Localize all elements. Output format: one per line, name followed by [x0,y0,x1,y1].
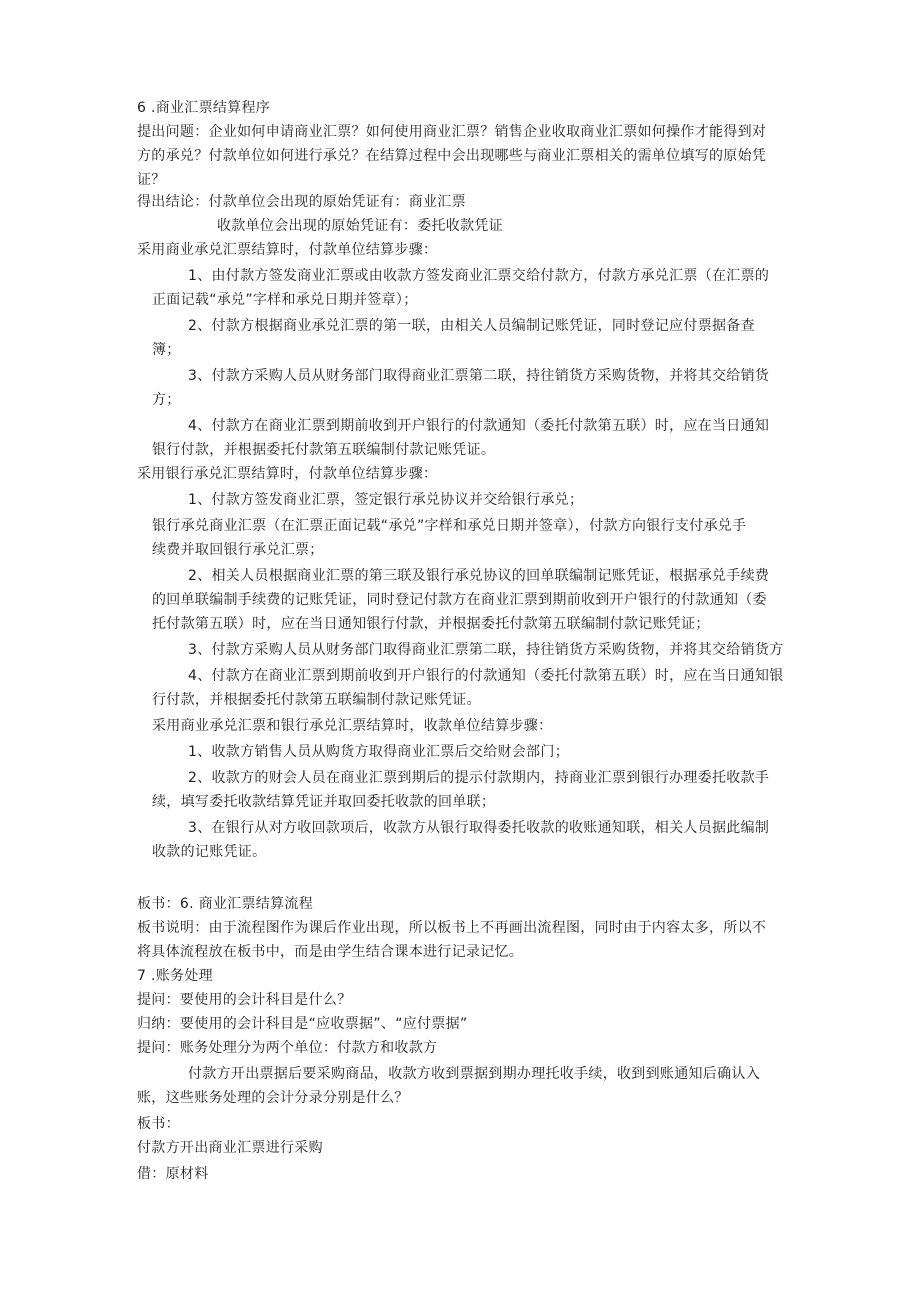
bank-step-1: 1、付款方签发商业汇票，签定银行承兑协议并交给银行承兑； [188,492,584,508]
board-note-line-1: 板书说明：由于流程图作为课后作业出现，所以板书上不再画出流程图，同时由于内容太多，所以不 [137,920,767,936]
question-line-2: 方的承兑？付款单位如何进行承兑？在结算过程中会出现哪些与商业汇票相关的需单位填写的原始凭 [137,148,767,164]
accounting-paragraph-line-2: 账，这些账务处理的会计分录分别是什么？ [137,1090,409,1106]
commercial-step-4-line-1: 4、付款方在商业汇票到期前收到开户银行的付款通知（委托付款第五联）时，应在当日通知 [188,418,770,434]
payee-intro: 采用商业承兑汇票和银行承兑汇票结算时，收款单位结算步骤： [152,718,553,734]
commercial-step-4-line-2: 银行付款，并根据委托付款第五联编制付款记账凭证。 [152,442,496,458]
bank-step-4-line-2: 行付款，并根据委托付款第五联编制付款记账凭证。 [152,692,481,708]
accounting-question-1: 提问：要使用的会计科目是什么？ [137,992,352,1008]
bank-step-1-cont-line-1: 银行承兑商业汇票（在汇票正面记载“承兑”字样和承兑日期并签章），付款方向银行支付承兑手 [152,518,747,534]
bank-step-4-line-1: 4、付款方在商业汇票到期前收到开户银行的付款通知（委托付款第五联）时，应在当日通知银 [188,668,784,684]
conclusion-payer: 得出结论：付款单位会出现的原始凭证有：商业汇票 [137,194,466,210]
bank-step-3: 3、付款方采购人员从财务部门取得商业汇票第二联，持往销货方采购货物，并将其交给销货方 [188,642,784,658]
accounting-paragraph-line-1: 付款方开出票据后要采购商品，收款方收到票据到期办理托收手续，收到到账通知后确认入 [188,1066,760,1082]
bank-step-2-line-1: 2、相关人员根据商业汇票的第三联及银行承兑协议的回单联编制记账凭证，根据承兑手续费 [188,568,770,584]
commercial-step-2-line-1: 2、付款方根据商业承兑汇票的第一联，由相关人员编制记账凭证，同时登记应付票据备查 [188,318,755,334]
board-note-line-2: 将具体流程放在板书中，而是由学生结合课本进行记录记忆。 [137,944,524,960]
commercial-step-2-line-2: 簿； [152,342,181,358]
journal-entry-debit: 借：原材料 [137,1166,209,1182]
commercial-acceptance-intro: 采用商业承兑汇票结算时，付款单位结算步骤： [137,242,438,258]
question-line-3: 证？ [137,172,166,188]
board-title: 板书：6. 商业汇票结算流程 [137,896,314,912]
payee-step-2-line-1: 2、收款方的财会人员在商业汇票到期后的提示付款期内，持商业汇票到银行办理委托收款手 [188,770,770,786]
section-7-heading: 7 .账务处理 [137,968,213,984]
commercial-step-1-line-2: 正面记载“承兑”字样和承兑日期并签章）； [152,292,418,308]
payee-step-3-line-1: 3、在银行从对方收回款项后，收款方从银行取得委托收款的收账通知联，相关人员据此编制 [188,820,770,836]
commercial-step-3-line-2: 方； [152,392,181,408]
payee-step-1: 1、收款方销售人员从购货方取得商业汇票后交给财会部门； [188,744,570,760]
commercial-step-3-line-1: 3、付款方采购人员从财务部门取得商业汇票第二联，持往销货方采购货物，并将其交给销货 [188,368,770,384]
journal-entry-title: 付款方开出商业汇票进行采购 [137,1140,323,1156]
conclusion-payee: 收款单位会出现的原始凭证有：委托收款凭证 [217,218,503,234]
accounting-question-2: 提问：账务处理分为两个单位：付款方和收款方 [137,1040,438,1056]
payee-step-2-line-2: 续，填写委托收款结算凭证并取回委托收款的回单联； [152,794,496,810]
bank-step-2-line-2: 的回单联编制手续费的记账凭证，同时登记付款方在商业汇票到期前收到开户银行的付款通知（委 [152,592,767,608]
accounting-summary: 归纳：要使用的会计科目是“应收票据”、“应付票据” [137,1016,468,1032]
commercial-step-1-line-1: 1、由付款方签发商业汇票或由收款方签发商业汇票交给付款方，付款方承兑汇票（在汇票的 [188,268,770,284]
question-line-1: 提出问题：企业如何申请商业汇票？如何使用商业汇票？销售企业收取商业汇票如何操作才能得到对 [137,124,767,140]
payee-step-3-line-2: 收款的记账凭证。 [152,844,267,860]
bank-step-2-line-3: 托付款第五联）时，应在当日通知银行付款，并根据委托付款第五联编制付款记账凭证； [152,616,710,632]
accounting-board-label: 板书： [137,1116,180,1132]
bank-acceptance-intro: 采用银行承兑汇票结算时，付款单位结算步骤： [137,466,438,482]
bank-step-1-cont-line-2: 续费并取回银行承兑汇票； [152,542,324,558]
section-6-heading: 6 .商业汇票结算程序 [137,100,271,116]
